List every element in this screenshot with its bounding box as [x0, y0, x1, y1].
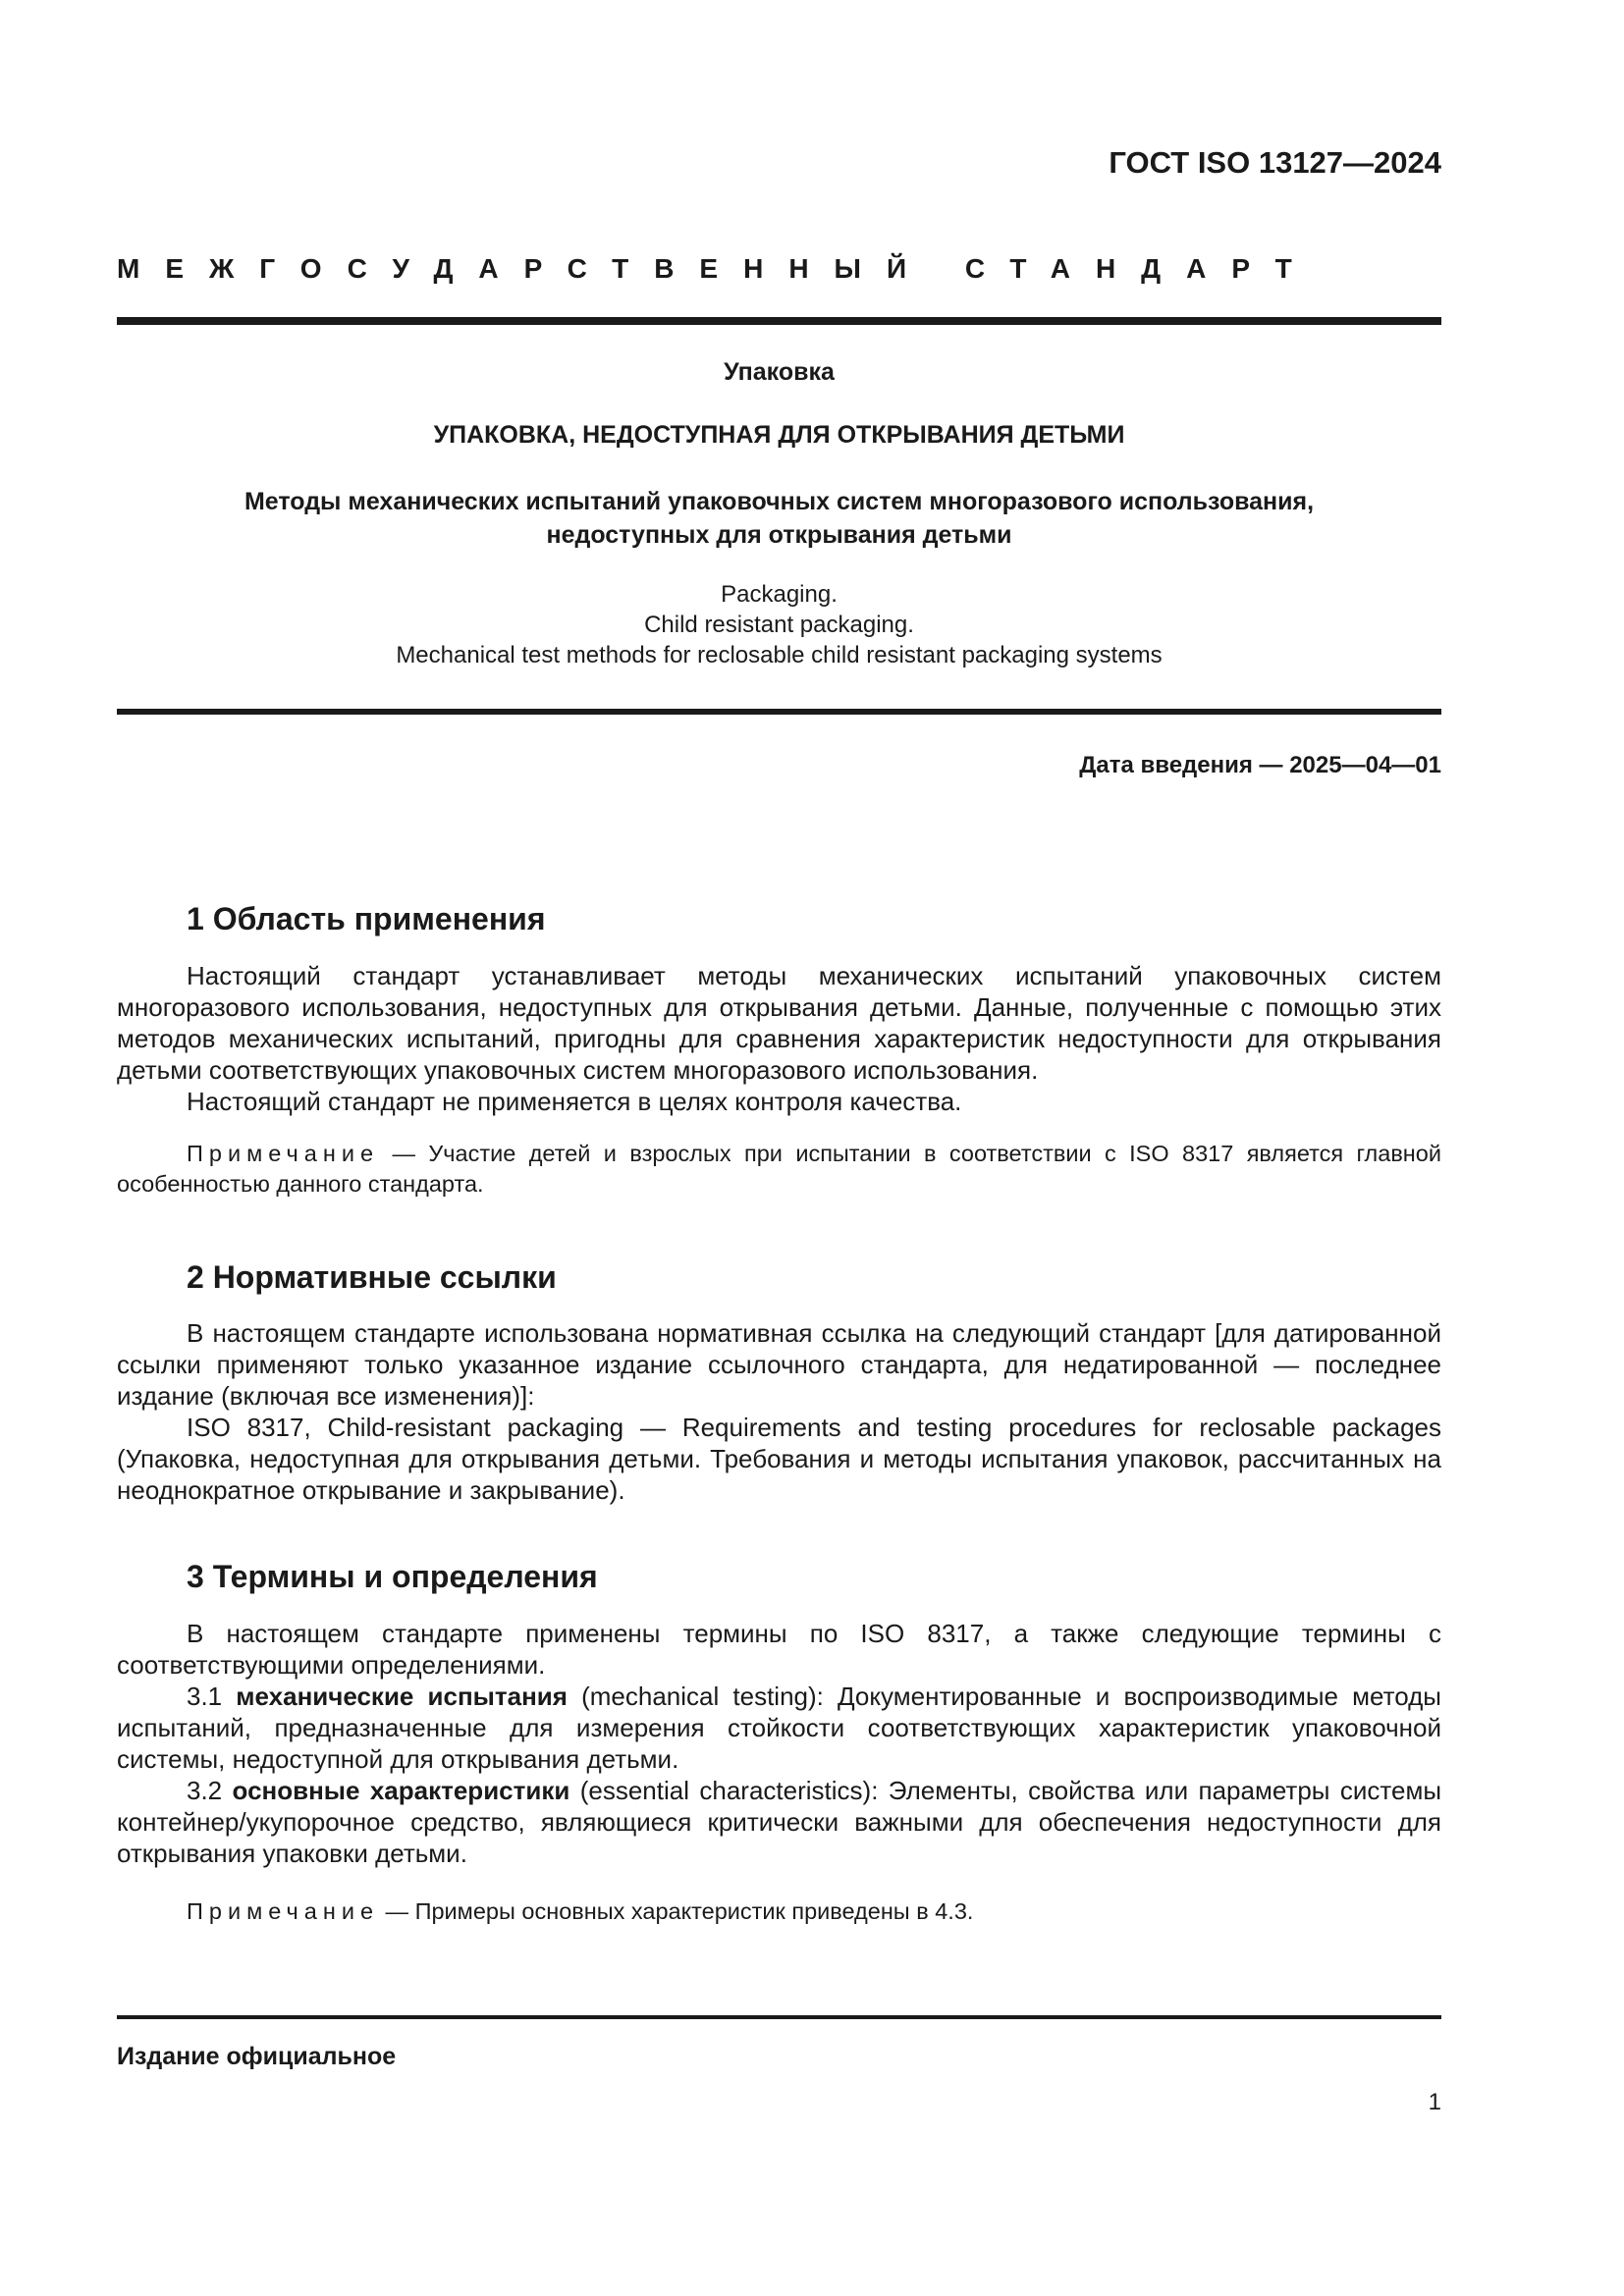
- section-3-note: [117, 1896, 1441, 1927]
- top-divider: [117, 317, 1441, 325]
- term-3-2-number: 3.2: [187, 1776, 233, 1805]
- term-3-1-number: 3.1: [187, 1682, 237, 1711]
- term-3-2-name: основные характеристики: [232, 1776, 570, 1805]
- english-title-line3: Mechanical test methods for reclosable child resistant packaging systems: [396, 642, 1163, 668]
- english-title-line2: Child resistant packaging.: [644, 612, 914, 638]
- section-1-paragraph-1: Настоящий стандарт устанавливает методы механических испытаний упаковочных систем многоразового использования, недоступных для открывания детьми. Данные, полученные с помощью этих методов механических испытаний, пригодны для сравнения характеристик недоступности для открывания детьми соответствующих упаковочных систем многоразового использования.: [117, 961, 1441, 1085]
- term-3-2: [117, 1775, 1441, 1869]
- title-packaging: Упаковка: [724, 358, 835, 386]
- note-label: Примечание: [187, 1141, 380, 1166]
- section-1-note: [117, 1139, 1441, 1200]
- page-number: 1: [1428, 2089, 1441, 2115]
- english-title-line1: Packaging.: [721, 581, 838, 608]
- section-2-paragraph-1: В настоящем стандарте использована нормативная ссылка на следующий стандарт [для датированной ссылки применяют только указанное издание ссылочного стандарта, для недатированной — последнее издание (включая все изменения)]:: [117, 1318, 1441, 1411]
- term-3-1: [117, 1681, 1441, 1775]
- section-3-heading: 3 Термины и определения: [187, 1559, 598, 1594]
- section-1-paragraph-2: Настоящий стандарт не применяется в целях контроля качества.: [187, 1087, 962, 1116]
- term-3-2-definition: (essential characteristics): Элементы, свойства или параметры системы контейнер/укупорочное средство, являющиеся критически важными для обеспечения недоступности для открывания упаковки детьми.: [117, 1776, 1442, 1868]
- section-1-body: [117, 960, 1441, 1117]
- introduction-date: Дата введения — 2025—04—01: [1079, 752, 1441, 778]
- term-3-1-name: механические испытания: [236, 1682, 568, 1711]
- term-3-1-definition: (mechanical testing): Документированные и воспроизводимые методы испытаний, предназначенные для измерения стойкости соответствующих характеристик упаковочной системы, недоступной для открывания детьми.: [117, 1682, 1441, 1774]
- note-label: Примечание: [187, 1898, 380, 1924]
- interstate-standard-label: МЕЖГОСУДАРСТВЕННЫЙ СТАНДАРТ: [117, 253, 1318, 284]
- english-title: [117, 579, 1441, 670]
- section-3-body: [117, 1618, 1441, 1869]
- section-2-paragraph-2: ISO 8317, Child-resistant packaging — Requirements and testing procedures for reclosable packages (Упаковка, недоступная для открывания детьми. Требования и методы испытания упаковок, рассчитанных на неоднократное открывание и закрывание).: [117, 1413, 1441, 1505]
- official-edition: Издание официальное: [117, 2043, 397, 2070]
- note-text: — Примеры основных характеристик приведены в 4.3.: [379, 1898, 974, 1924]
- title-methods-line1: Методы механических испытаний упаковочных систем многоразового использования,: [244, 488, 1315, 515]
- title-methods-line2: недоступных для открывания детьми: [546, 521, 1012, 549]
- title-child-resistant: УПАКОВКА, НЕДОСТУПНАЯ ДЛЯ ОТКРЫВАНИЯ ДЕТЬМИ: [433, 421, 1125, 449]
- title-methods: [117, 485, 1441, 552]
- gost-number: ГОСТ ISO 13127—2024: [1109, 145, 1441, 180]
- bottom-divider: [117, 2015, 1441, 2019]
- section-1-heading: 1 Область применения: [187, 901, 546, 936]
- middle-divider: [117, 709, 1441, 715]
- section-2-body: [117, 1317, 1441, 1506]
- section-2-heading: 2 Нормативные ссылки: [187, 1259, 557, 1295]
- note-text: — Участие детей и взрослых при испытании в соответствии с ISO 8317 является главной особенностью данного стандарта.: [117, 1141, 1441, 1197]
- section-3-paragraph-1: В настоящем стандарте применены термины по ISO 8317, а также следующие термины с соответствующими определениями.: [117, 1619, 1441, 1680]
